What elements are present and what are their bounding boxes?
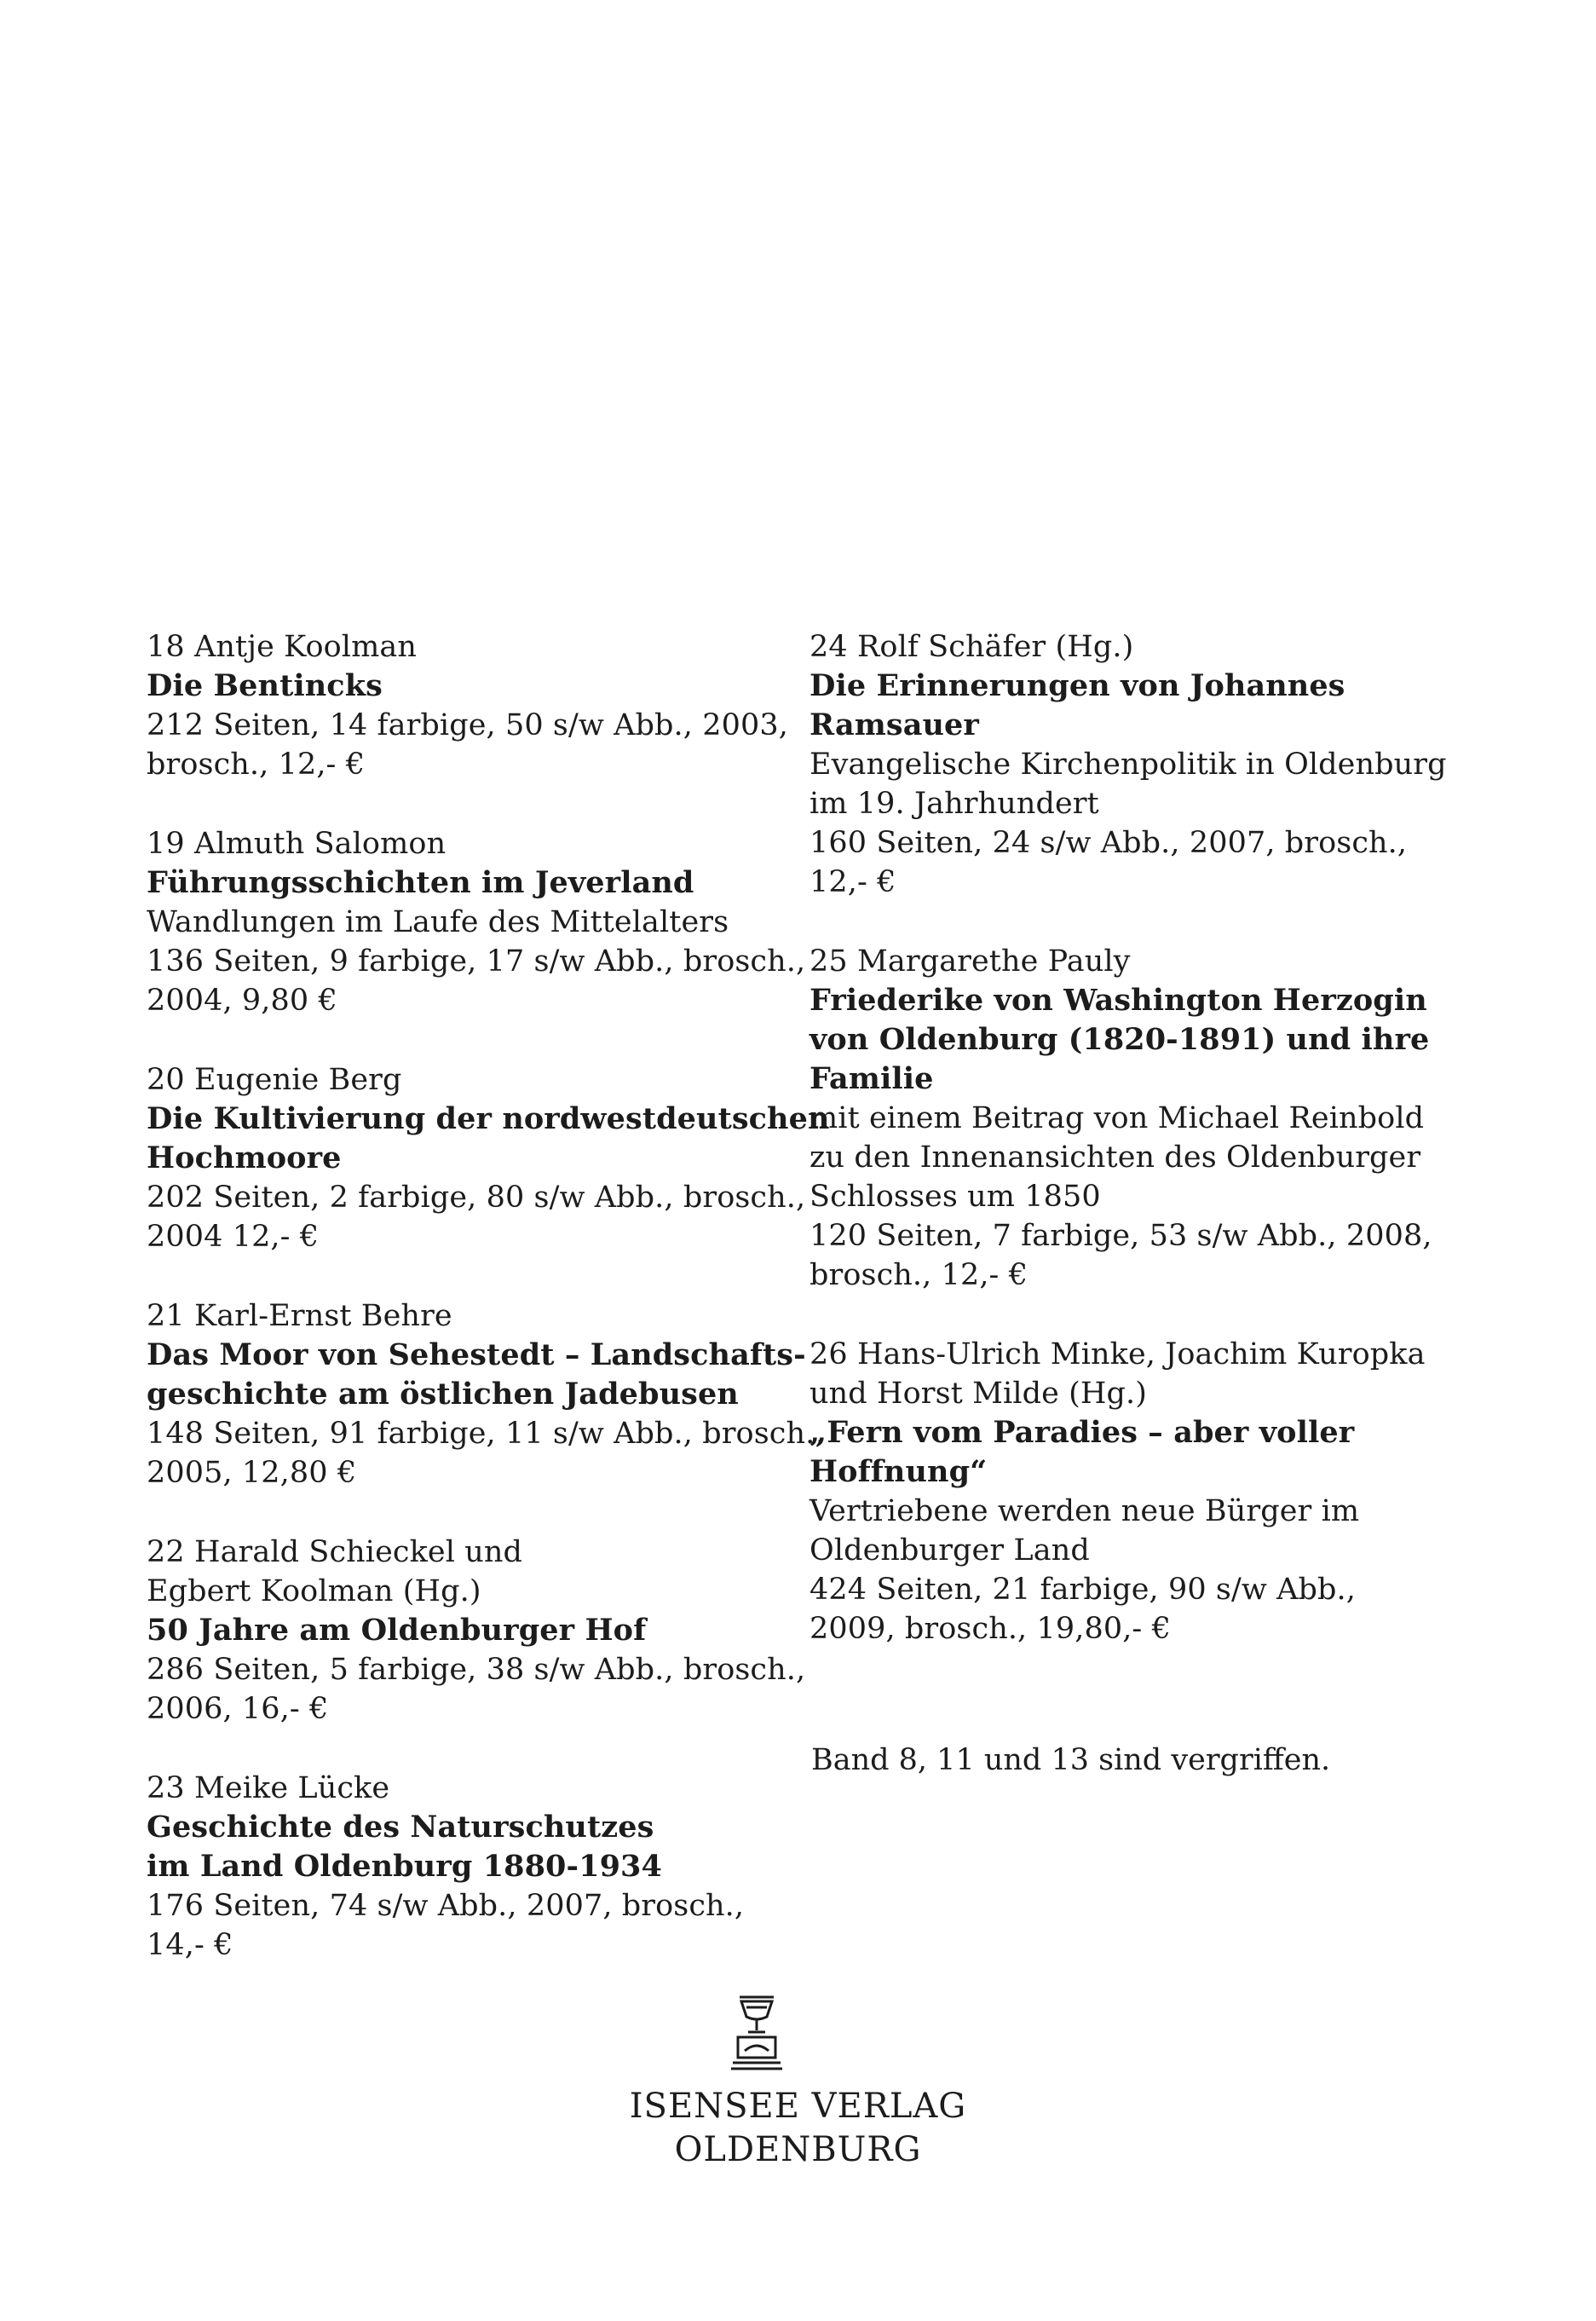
book-details: 176 Seiten, 74 s/w Abb., 2007, brosch., [147, 1889, 745, 1923]
book-entry-26 [810, 1335, 1457, 1648]
book-details: 148 Seiten, 91 farbige, 11 s/w Abb., brosch., [147, 1417, 825, 1451]
book-author: und Horst Milde (Hg.) [810, 1377, 1148, 1411]
book-author: 23 Meike Lücke [147, 1771, 390, 1805]
book-author: 24 Rolf Schäfer (Hg.) [810, 630, 1134, 664]
book-entry-19 [147, 824, 806, 1020]
book-title: Führungsschichten im Jeverland [147, 865, 694, 900]
book-title: „Fern vom Paradies – aber voller [810, 1415, 1355, 1450]
book-title: Ramsauer [810, 707, 979, 742]
book-title: Hoffnung“ [810, 1454, 988, 1489]
book-entry-23 [147, 1769, 794, 1965]
book-details: 2005, 12,80 € [147, 1456, 357, 1490]
book-details: brosch., 12,- € [810, 1258, 1028, 1292]
book-title: Friederike von Washington Herzogin [810, 983, 1427, 1018]
book-author: 20 Eugenie Berg [147, 1063, 402, 1097]
book-author: 25 Margarethe Pauly [810, 944, 1131, 979]
publisher-city: OLDENBURG [674, 2130, 922, 2169]
book-details: 12,- € [810, 865, 896, 899]
book-details: 2006, 16,- € [147, 1692, 329, 1726]
book-title: 50 Jahre am Oldenburger Hof [147, 1613, 647, 1648]
book-entry-25 [810, 942, 1457, 1295]
book-subtitle: Schlosses um 1850 [810, 1180, 1101, 1214]
book-author: 19 Almuth Salomon [147, 827, 447, 861]
book-details: 120 Seiten, 7 farbige, 53 s/w Abb., 2008, [810, 1219, 1432, 1253]
book-details: 424 Seiten, 21 farbige, 90 s/w Abb., [810, 1573, 1356, 1607]
book-details: 2009, brosch., 19,80,- € [810, 1612, 1171, 1646]
book-details: 2004, 9,80 € [147, 984, 337, 1018]
book-author: 18 Antje Koolman [147, 630, 417, 664]
book-title: Geschichte des Naturschutzes [147, 1810, 654, 1845]
book-entry-22 [147, 1533, 806, 1729]
book-subtitle: Vertriebene werden neue Bürger im [810, 1494, 1360, 1528]
book-title: Familie [810, 1061, 934, 1096]
book-author: Egbert Koolman (Hg.) [147, 1574, 481, 1608]
book-title: Die Erinnerungen von Johannes [810, 668, 1345, 703]
book-list-right [810, 627, 1457, 1689]
book-title: Die Bentincks [147, 668, 383, 703]
book-entry-21 [147, 1296, 825, 1492]
book-entry-20 [147, 1060, 830, 1256]
book-details: brosch., 12,- € [147, 748, 366, 782]
book-details: 14,- € [147, 1928, 233, 1962]
out-of-print-note: Band 8, 11 und 13 sind vergriffen. [811, 1743, 1331, 1777]
book-subtitle: im 19. Jahrhundert [810, 787, 1099, 821]
book-details: 202 Seiten, 2 farbige, 80 s/w Abb., brosch., [147, 1181, 806, 1215]
urn-logo-icon [729, 1995, 784, 2073]
book-subtitle: Oldenburger Land [810, 1533, 1090, 1568]
book-title: Das Moor von Sehestedt – Landschafts- [147, 1337, 806, 1372]
book-author: 22 Harald Schieckel und [147, 1535, 523, 1569]
book-entry-24 [810, 627, 1457, 902]
book-author: 26 Hans-Ulrich Minke, Joachim Kuropka [810, 1337, 1426, 1371]
book-title: von Oldenburg (1820-1891) und ihre [810, 1022, 1430, 1057]
publisher-name: ISENSEE VERLAG [629, 2087, 967, 2126]
book-list-left [147, 627, 830, 2005]
book-details: 2004 12,- € [147, 1220, 320, 1254]
book-subtitle: Evangelische Kirchenpolitik in Oldenburg [810, 748, 1447, 782]
book-subtitle: mit einem Beitrag von Michael Reinbold [810, 1101, 1425, 1135]
book-entry-18 [147, 627, 794, 784]
book-details: 212 Seiten, 14 farbige, 50 s/w Abb., 2003, [147, 708, 788, 742]
book-subtitle: Wandlungen im Laufe des Mittelalters [147, 905, 729, 939]
book-details: 286 Seiten, 5 farbige, 38 s/w Abb., brosch., [147, 1653, 806, 1687]
book-title: Die Kultivierung der nordwestdeutschen [147, 1101, 830, 1136]
book-title: Hochmoore [147, 1140, 342, 1175]
book-details: 160 Seiten, 24 s/w Abb., 2007, brosch., [810, 826, 1408, 860]
book-title: im Land Oldenburg 1880-1934 [147, 1849, 662, 1884]
book-title: geschichte am östlichen Jadebusen [147, 1377, 739, 1412]
book-author: 21 Karl-Ernst Behre [147, 1299, 452, 1333]
book-subtitle: zu den Innenansichten des Oldenburger [810, 1140, 1421, 1175]
book-details: 136 Seiten, 9 farbige, 17 s/w Abb., brosch., [147, 944, 806, 979]
